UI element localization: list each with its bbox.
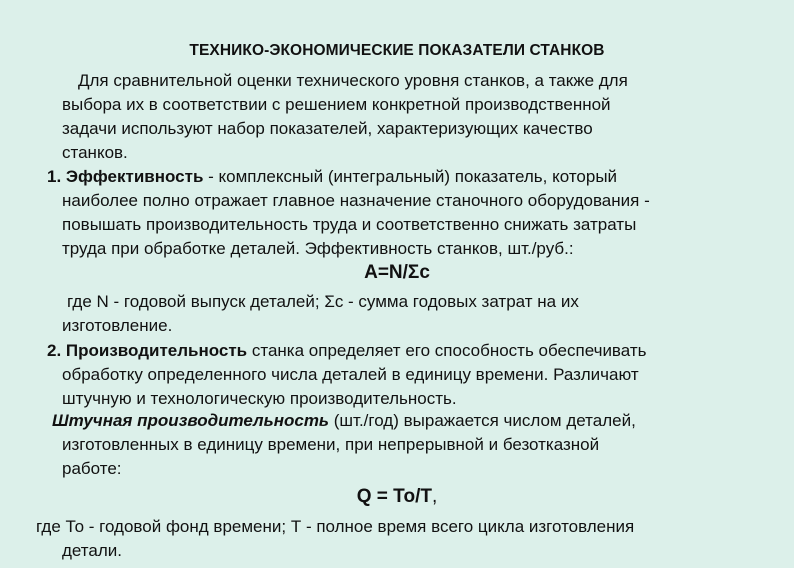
item2-term: Производительность — [65, 341, 248, 360]
item1-first-line-rest: - комплексный (интегральный) показатель, который — [203, 167, 618, 186]
piece-where-line-2: детали. — [62, 541, 122, 560]
piece-term: Штучная производительность — [52, 411, 330, 430]
piece-line-3: работе: — [62, 459, 122, 478]
slide-title: ТЕХНИКО-ЭКОНОМИЧЕСКИЕ ПОКАЗАТЕЛИ СТАНКОВ — [189, 42, 605, 59]
item1-where-line-2: изготовление. — [62, 316, 173, 335]
intro-line-2: выбора их в соответствии с решением конкретной производственной — [62, 95, 611, 114]
intro-line-3: задачи используют набор показателей, характеризующих качество — [62, 119, 593, 138]
item1-where-line-1: где N - годовой выпуск деталей; Σc - сумма годовых затрат на их — [67, 292, 579, 311]
piece-line-2: изготовленных в единицу времени, при непрерывной и безотказной — [62, 435, 600, 454]
item1-line-3: повышать производительность труда и соответственно снижать затраты — [62, 215, 637, 234]
intro-line-4: станков. — [62, 143, 128, 162]
item2-first-line — [47, 340, 647, 362]
productivity-formula-suffix: , — [432, 486, 438, 507]
efficiency-formula: A=N/Σc — [364, 262, 430, 283]
productivity-formula: Q = То/Т — [356, 486, 433, 507]
item2-first-line-rest: станка определяет его способность обеспечивать — [247, 341, 647, 360]
item1-number: 1. — [47, 167, 62, 186]
item1-line-2: наиболее полно отражает главное назначение станочного оборудования - — [62, 191, 650, 210]
item1-first-line — [47, 166, 617, 188]
piece-first-line — [52, 410, 636, 432]
piece-first-line-rest: (шт./год) выражается числом деталей, — [329, 411, 636, 430]
item2-line-2: обработку определенного числа деталей в единицу времени. Различают — [62, 365, 639, 384]
item2-line-3: штучную и технологическую производительность. — [62, 389, 457, 408]
item1-line-4: труда при обработке деталей. Эффективность станков, шт./руб.: — [62, 239, 574, 258]
item1-term: Эффективность — [65, 167, 204, 186]
item2-number: 2. — [47, 341, 62, 360]
intro-line-1: Для сравнительной оценки технического уровня станков, а также для — [78, 71, 628, 90]
productivity-formula-line — [0, 485, 794, 509]
piece-where-line-1: где То - годовой фонд времени; Т - полное время всего цикла изготовления — [36, 517, 635, 536]
